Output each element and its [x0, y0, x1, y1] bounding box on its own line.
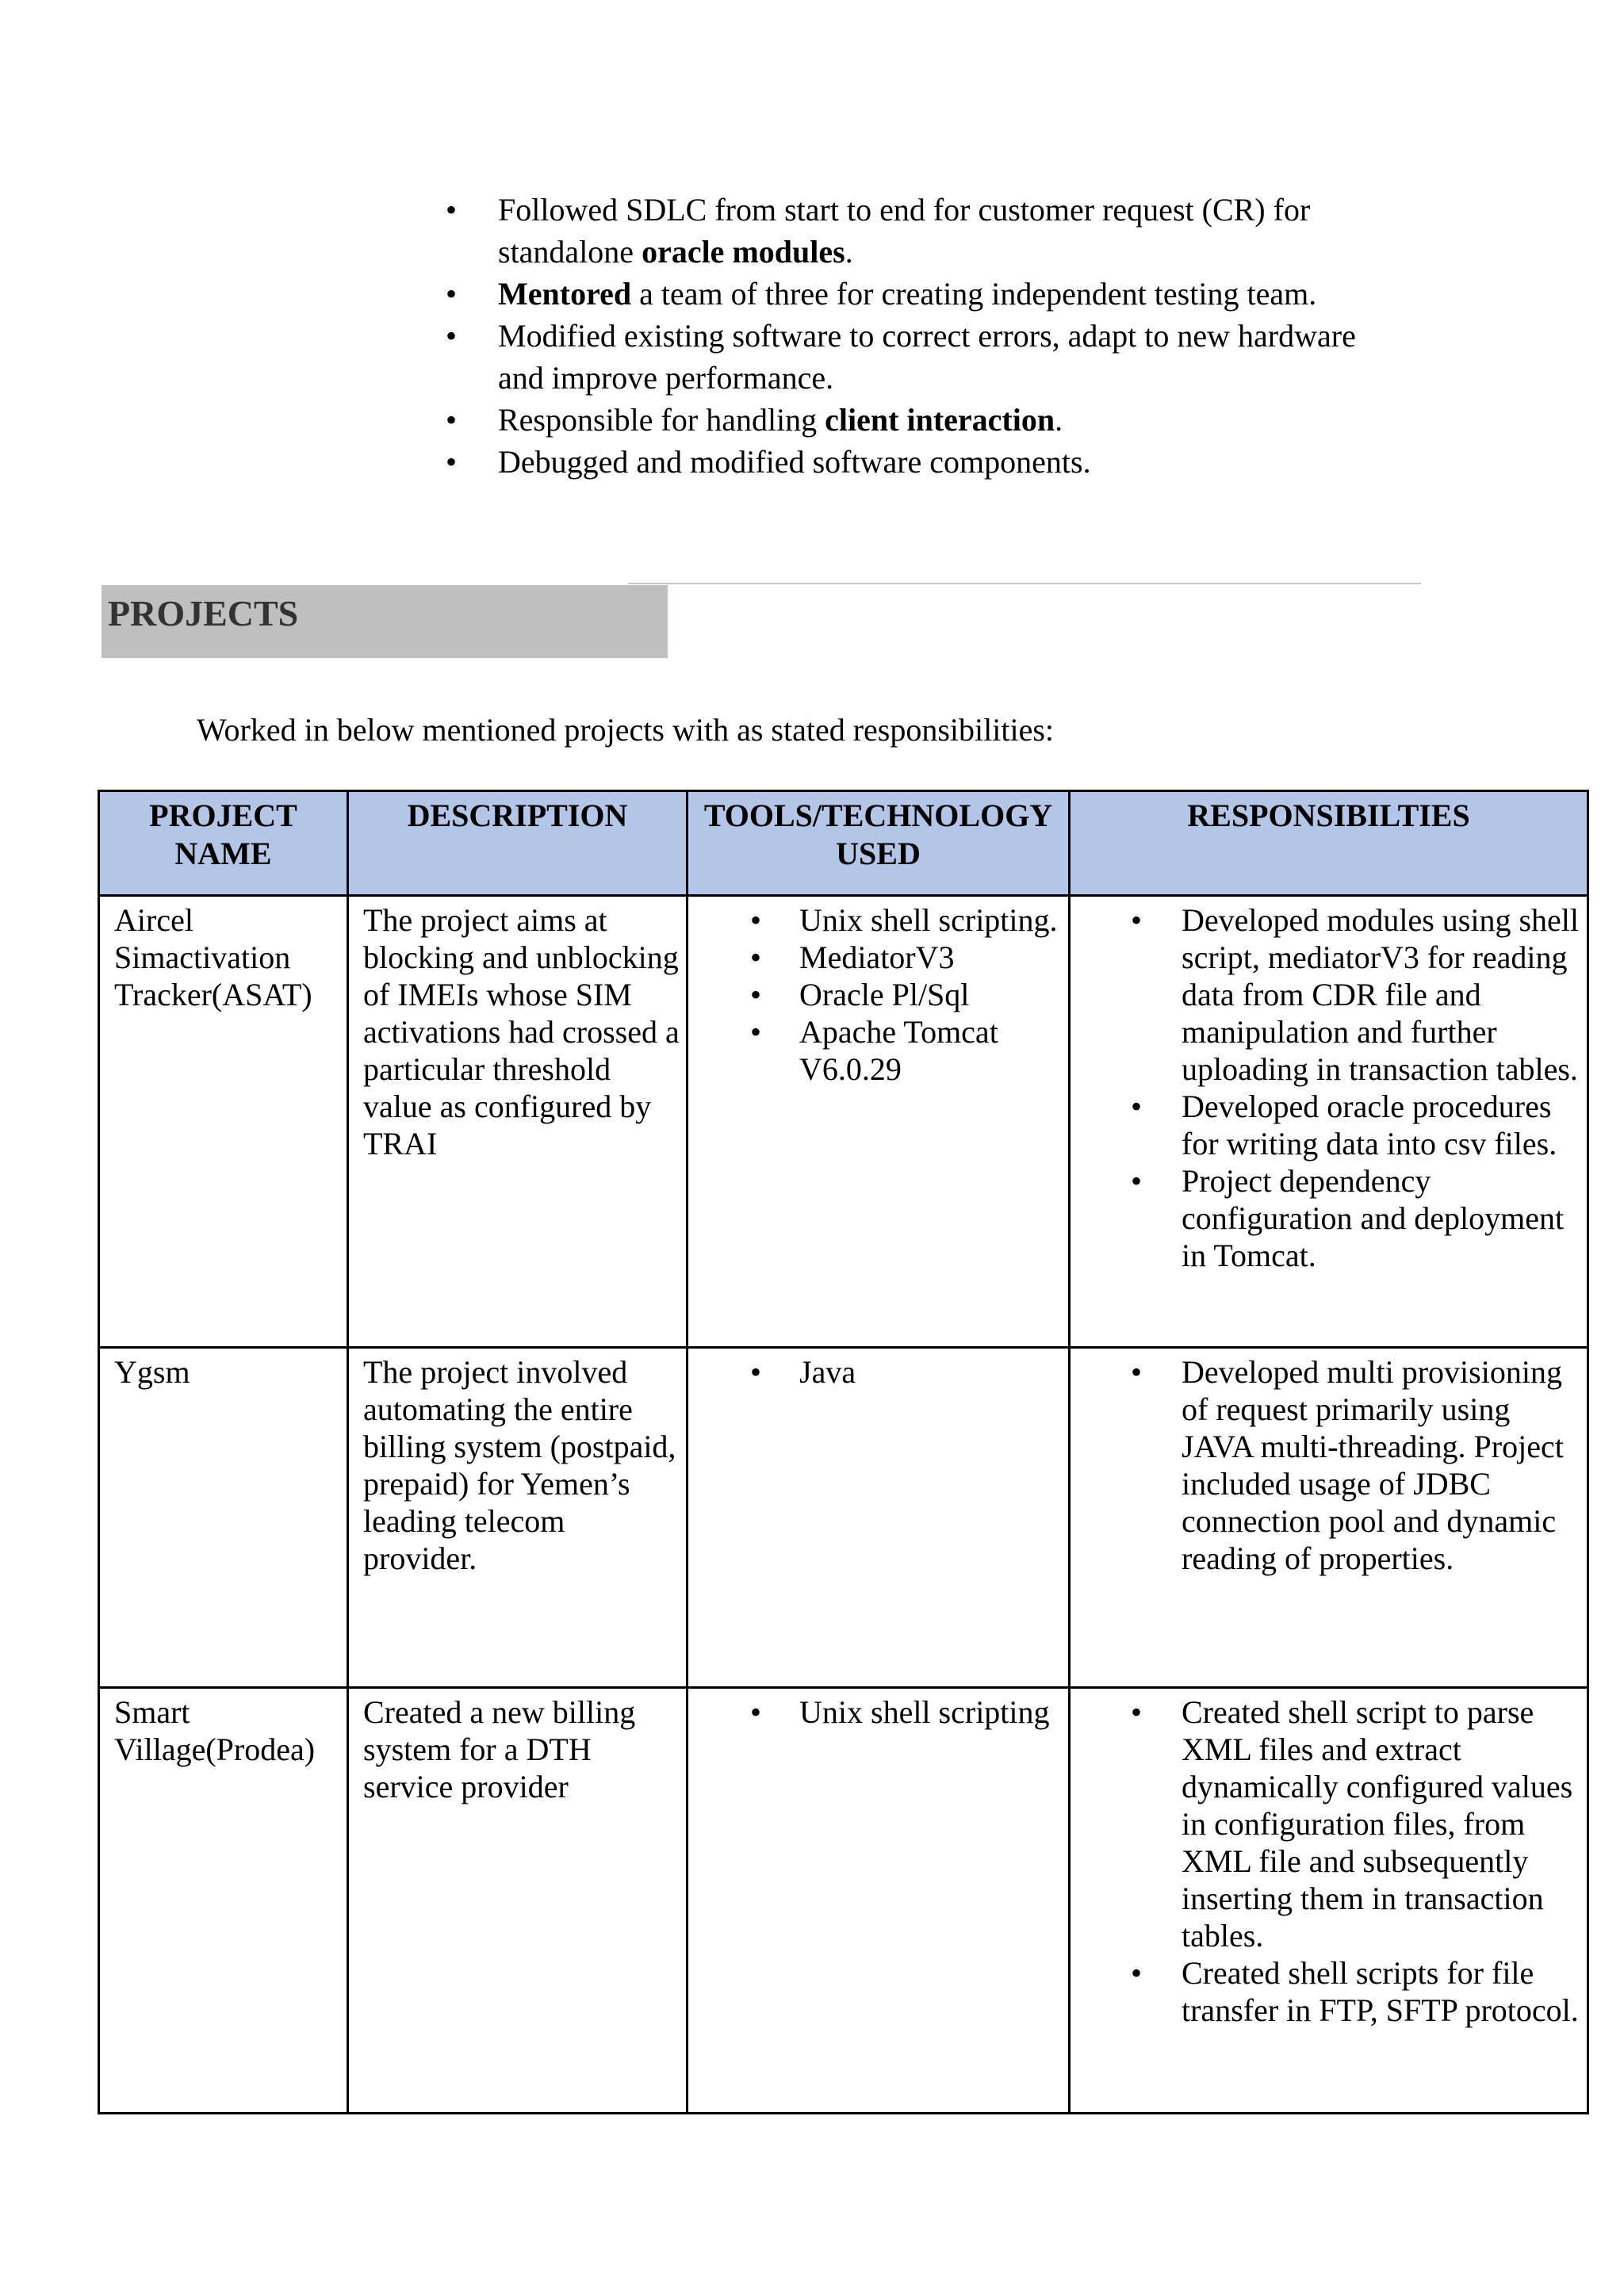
list-item [1071, 1954, 1580, 2029]
tools-list [688, 897, 1068, 1088]
description-cell: Created a new billing system for a DTH service provider [348, 1688, 688, 2114]
emphasis-text: Mentored [498, 276, 632, 312]
description-cell: The project aims at blocking and unblocking of IMEIs whose SIM activations had crossed a particular threshold value as configured by TRAI [348, 896, 688, 1348]
bullet-icon: • [446, 444, 458, 480]
bullet-icon: • [750, 902, 762, 938]
tools-cell [688, 1688, 1070, 2114]
bullet-icon: • [1131, 1955, 1143, 1991]
table-row [99, 1348, 1588, 1688]
emphasis-text: oracle modules [642, 234, 845, 270]
responsibilities-list [1071, 897, 1587, 1274]
bullet-icon: • [1131, 1354, 1143, 1390]
table-row [99, 1688, 1588, 2114]
tools-cell [688, 1348, 1070, 1688]
tool-label: MediatorV3 [799, 939, 955, 975]
description-cell: The project involved automating the entire billing system (postpaid, prepaid) for Yemen’s leading telecom provider. [348, 1348, 688, 1688]
tool-label: Java [799, 1354, 856, 1390]
tool-label: Unix shell scripting. [799, 902, 1058, 938]
responsibility-text: Developed modules using shell script, mediatorV3 for reading data from CDR file and manipulation and further uploading in transaction tables. [1182, 902, 1580, 1087]
column-header-project-name: PROJECT NAME [99, 791, 348, 896]
tool-label: Apache Tomcat V6.0.29 [799, 1014, 998, 1087]
list-item [688, 901, 1062, 939]
list-item [444, 399, 1396, 441]
list-item [688, 939, 1062, 976]
projects-intro: Worked in below mentioned projects with as stated responsibilities: [197, 712, 1055, 748]
list-item [688, 976, 1062, 1013]
item-text: a team of three for creating independent testing team. [631, 276, 1317, 312]
item-text: Followed SDLC from start to end for customer request (CR) for standalone [498, 192, 1311, 270]
section-divider [628, 583, 1421, 584]
list-item [688, 1353, 1062, 1391]
bullet-icon: • [446, 318, 458, 354]
bullet-icon: • [750, 1354, 762, 1390]
list-item [688, 1693, 1062, 1731]
bullet-icon: • [750, 977, 762, 1012]
tools-list [688, 1689, 1068, 1731]
responsibilities-cell [1070, 1688, 1588, 2114]
column-header-description: DESCRIPTION [348, 791, 688, 896]
bullet-icon: • [446, 192, 458, 228]
list-item [1071, 1693, 1580, 1954]
tools-cell [688, 896, 1070, 1348]
list-item [1071, 1088, 1580, 1162]
list-item [688, 1013, 1062, 1088]
tool-label: Oracle Pl/Sql [799, 977, 970, 1012]
bullet-icon: • [750, 1694, 762, 1730]
bullet-icon: • [1131, 1163, 1143, 1199]
item-text: Responsible for handling [498, 402, 825, 438]
tool-label: Unix shell scripting [799, 1694, 1050, 1730]
list-item [444, 441, 1396, 483]
project-name-cell: Ygsm [99, 1348, 348, 1688]
item-text: . [845, 234, 853, 270]
bullet-icon: • [446, 276, 458, 312]
responsibility-text: Created shell scripts for file transfer in FTP, SFTP protocol. [1182, 1955, 1579, 2028]
project-name-cell: Aircel Simactivation Tracker(ASAT) [99, 896, 348, 1348]
table-row [99, 896, 1588, 1348]
responsibility-text: Developed multi provisioning of request primarily using JAVA multi-threading. Project included usage of JDBC connection pool and dynamic reading of properties. [1182, 1354, 1564, 1576]
section-heading-projects: PROJECTS [102, 585, 668, 658]
project-name-cell: Smart Village(Prodea) [99, 1688, 348, 2114]
responsibilities-list [1071, 1689, 1587, 2029]
bullet-icon: • [446, 402, 458, 438]
list-item [1071, 901, 1580, 1088]
tools-list [688, 1349, 1068, 1391]
list-item [444, 273, 1396, 315]
responsibilities-cell [1070, 1348, 1588, 1688]
item-text: Debugged and modified software components. [498, 444, 1091, 480]
responsibility-text: Project dependency configuration and deployment in Tomcat. [1182, 1163, 1565, 1273]
list-item [1071, 1162, 1580, 1274]
projects-table [98, 790, 1589, 2114]
bullet-icon: • [1131, 1694, 1143, 1730]
table-header-row [99, 791, 1588, 896]
list-item [444, 315, 1396, 399]
column-header-tools: TOOLS/TECHNOLOGY USED [688, 791, 1070, 896]
item-text: . [1055, 402, 1063, 438]
bullet-icon: • [750, 1014, 762, 1050]
list-item [444, 189, 1396, 273]
item-text: Modified existing software to correct errors, adapt to new hardware and improve performance. [498, 318, 1356, 396]
responsibilities-list [1071, 1349, 1587, 1577]
bullet-icon: • [1131, 902, 1143, 938]
bullet-icon: • [750, 939, 762, 975]
list-item [1071, 1353, 1580, 1577]
responsibilities-cell [1070, 896, 1588, 1348]
responsibility-text: Created shell script to parse XML files and extract dynamically configured values in configuration files, from XML file and subsequently inserting them in transaction tables. [1182, 1694, 1573, 1954]
emphasis-text: client interaction [825, 402, 1055, 438]
responsibilities-bullet-list [444, 189, 1396, 483]
bullet-icon: • [1131, 1089, 1143, 1124]
responsibility-text: Developed oracle procedures for writing data into csv files. [1182, 1089, 1557, 1161]
column-header-responsibilities: RESPONSIBILTIES [1070, 791, 1588, 896]
